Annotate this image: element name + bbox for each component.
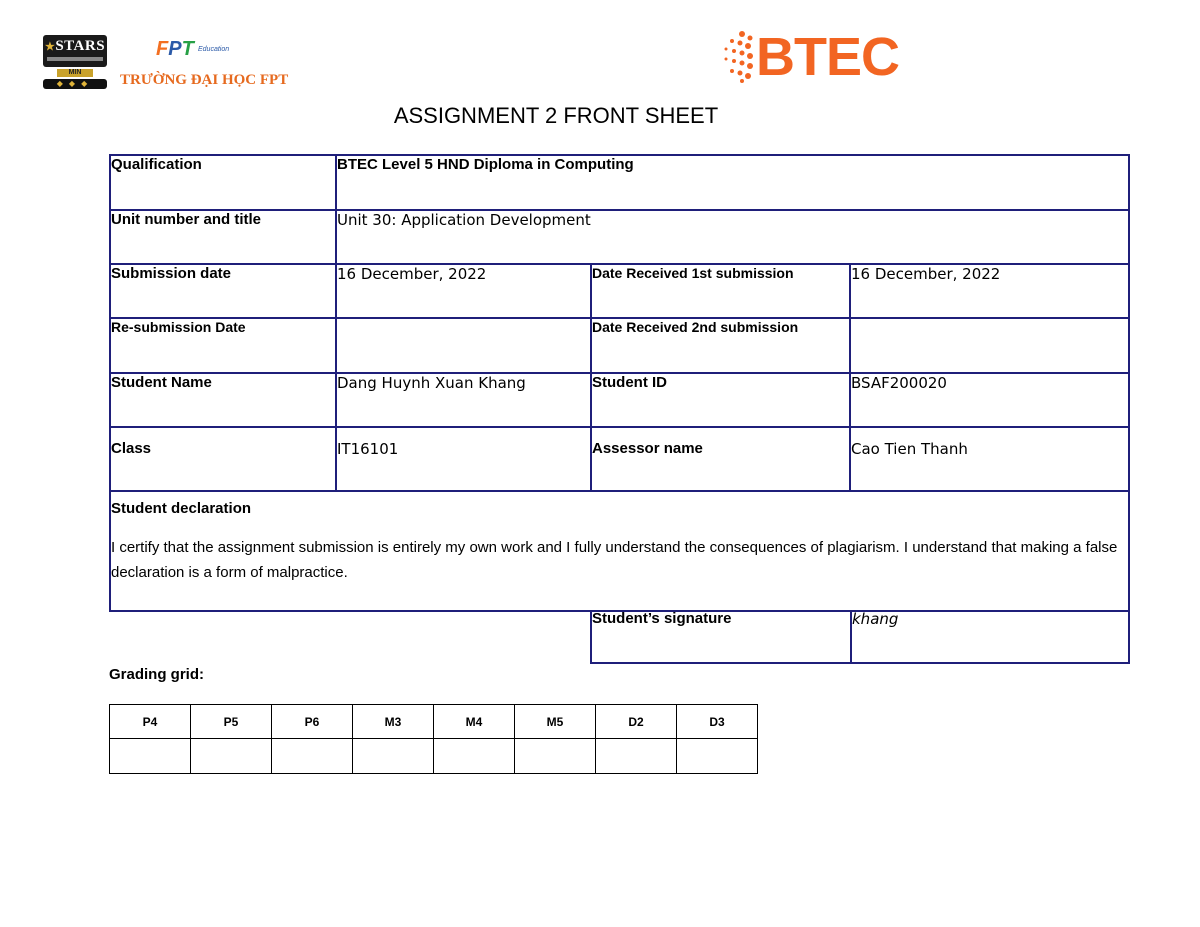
front-sheet-table [109, 154, 1130, 612]
fpt-university-name: TRƯỜNG ĐẠI HỌC FPT [120, 72, 289, 88]
stars-logo-banner: ★STARS [43, 35, 107, 67]
grade-header-d2: D2 [596, 705, 677, 739]
student-name-label: Student Name [110, 373, 336, 427]
class-row [110, 427, 1129, 491]
stars-logo-dots: ◆◆◆ [43, 79, 107, 89]
qualification-row [110, 155, 1129, 210]
grade-cell-m5 [515, 739, 596, 774]
student-row [110, 373, 1129, 427]
grade-header-p6: P6 [272, 705, 353, 739]
grade-header-m5: M5 [515, 705, 596, 739]
unit-row [110, 210, 1129, 264]
grading-value-row [110, 739, 758, 774]
btec-logo-text: BTEC [756, 27, 899, 87]
grading-header-row [110, 705, 758, 739]
grade-header-p4: P4 [110, 705, 191, 739]
assessor-label: Assessor name [591, 427, 850, 491]
fpt-university-logo [118, 37, 289, 93]
qualification-value: BTEC Level 5 HND Diploma in Computing [336, 155, 1129, 210]
class-label: Class [110, 427, 336, 491]
submission-row [110, 264, 1129, 318]
submission-date-label: Submission date [110, 264, 336, 318]
student-name-value: Dang Huynh Xuan Khang [336, 373, 591, 427]
resubmission-date-value [336, 318, 591, 373]
grade-cell-d2 [596, 739, 677, 774]
grade-header-p5: P5 [191, 705, 272, 739]
grade-cell-p6 [272, 739, 353, 774]
declaration-title: Student declaration [111, 500, 252, 517]
date-received-1-value: 16 December, 2022 [850, 264, 1129, 318]
date-received-1-label: Date Received 1st submission [591, 264, 850, 318]
date-received-2-label: Date Received 2nd submission [591, 318, 850, 373]
signature-row [591, 610, 1129, 663]
student-id-label: Student ID [591, 373, 850, 427]
stars-logo-badge: MIN [57, 69, 93, 77]
signature-table [590, 610, 1130, 664]
grade-cell-m3 [353, 739, 434, 774]
stars-logo [43, 35, 107, 89]
grading-grid-label: Grading grid: [109, 666, 204, 683]
assessor-value: Cao Tien Thanh [850, 427, 1129, 491]
signature-value: khang [851, 610, 1129, 663]
grading-grid-table [109, 704, 758, 774]
btec-dots-icon [720, 29, 756, 83]
date-received-2-value [850, 318, 1129, 373]
fpt-mark: FPT [156, 38, 194, 60]
declaration-cell [110, 491, 1129, 611]
grade-cell-m4 [434, 739, 515, 774]
fpt-education-text: Education [198, 46, 230, 53]
qualification-label: Qualification [110, 155, 336, 210]
declaration-row [110, 491, 1129, 611]
grade-header-m3: M3 [353, 705, 434, 739]
student-id-value: BSAF200020 [850, 373, 1129, 427]
grade-header-d3: D3 [677, 705, 758, 739]
submission-date-value: 16 December, 2022 [336, 264, 591, 318]
signature-label: Student’s signature [591, 610, 851, 663]
grade-cell-p5 [191, 739, 272, 774]
grade-cell-d3 [677, 739, 758, 774]
declaration-text: I certify that the assignment submission is entirely my own work and I fully understand the consequences of plagiarism. I understand that making a false declaration is a form of malpractice. [111, 539, 1118, 581]
grade-header-m4: M4 [434, 705, 515, 739]
unit-label: Unit number and title [110, 210, 336, 264]
resubmission-row [110, 318, 1129, 373]
unit-value: Unit 30: Application Development [336, 210, 1129, 264]
page-title: ASSIGNMENT 2 FRONT SHEET [393, 103, 719, 128]
resubmission-date-label: Re-submission Date [110, 318, 336, 373]
grade-cell-p4 [110, 739, 191, 774]
class-value: IT16101 [336, 427, 591, 491]
btec-logo [720, 27, 905, 87]
